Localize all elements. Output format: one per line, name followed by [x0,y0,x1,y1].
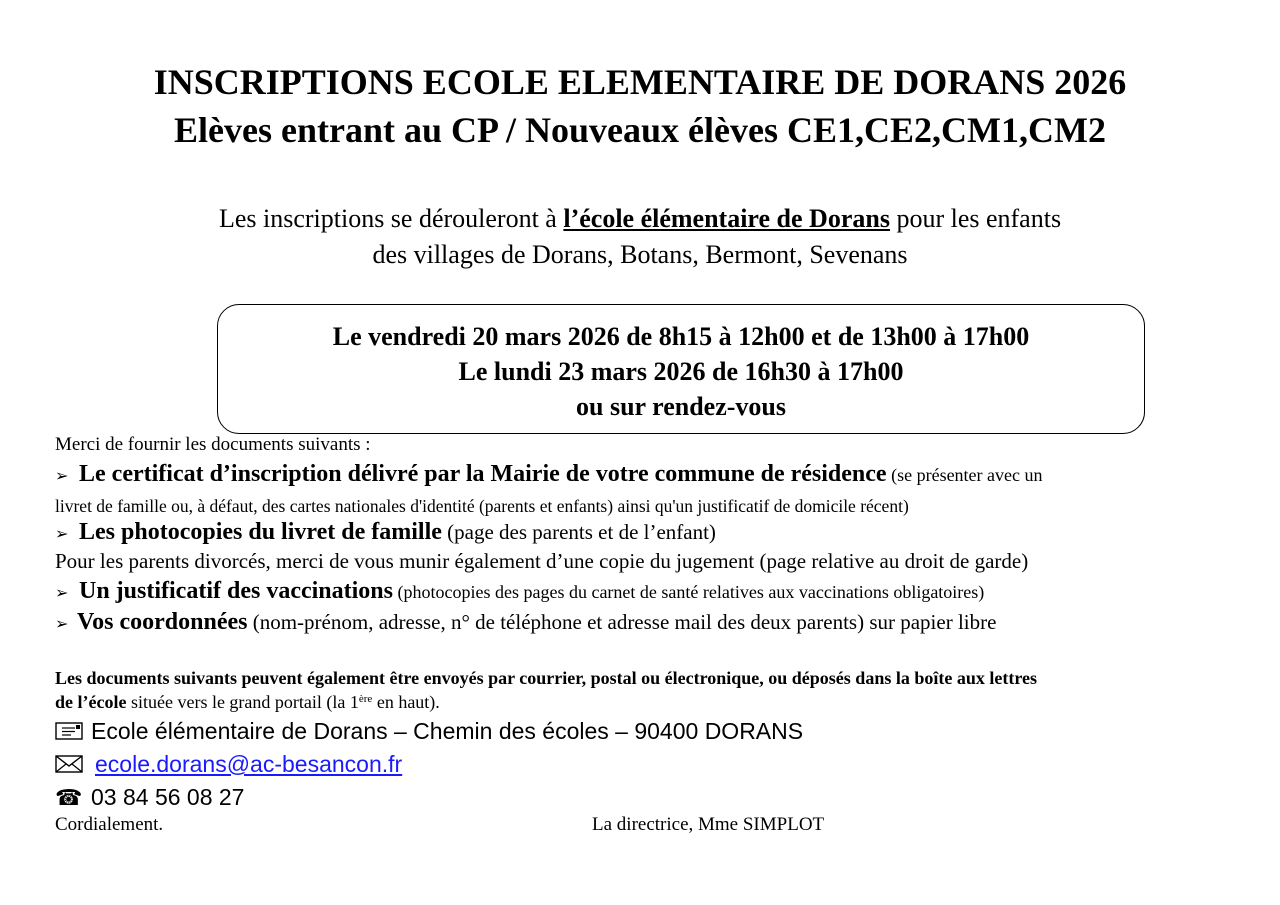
notice-end: en haut). [372,692,440,712]
notice-line-2 [55,692,440,713]
document-item-certificate-title: Le certificat d’inscription délivré par la Mairie de votre commune de résidence [79,461,887,487]
signature: La directrice, Mme SIMPLOT [592,814,825,835]
intro-line-2: des villages de Dorans, Botans, Bermont, Sevenans [372,240,908,269]
document-item-contact-details-note: (nom-prénom, adresse, n° de téléphone et adresse mail des deux parents) sur papier libre [247,610,997,634]
documents-intro: Merci de fournir les documents suivants : [55,434,371,455]
intro-text-before: Les inscriptions se dérouleront à [218,204,564,233]
page-title: INSCRIPTIONS ECOLE ELEMENTAIRE DE DORANS 2026 [153,62,1127,102]
intro-text-after: pour les enfants [889,204,1062,233]
document-item-certificate-note-continued: livret de famille ou, à défaut, des cartes nationales d'identité (parents et enfants) ainsi qu'un justificatif de domicile récent) [55,496,909,516]
notice-school-bold: de l’école [55,692,127,712]
date-line-friday: Le vendredi 20 mars 2026 de 8h15 à 12h00 et de 13h00 à 17h00 [332,322,1030,351]
contact-email [55,751,402,778]
document-item-certificate [55,463,1043,488]
notice-location: située vers le grand portail (la 1 [126,692,359,712]
document-item-vaccinations [55,580,984,605]
bullet-arrow-icon: ➢ [55,616,69,633]
page-subtitle: Elèves entrant au CP / Nouveaux élèves CE1,CE2,CM1,CM2 [174,110,1106,150]
bullet-arrow-icon: ➢ [55,585,69,602]
date-line-appointment: ou sur rendez-vous [576,392,786,421]
envelope-icon [55,753,85,773]
date-line-monday: Le lundi 23 mars 2026 de 16h30 à 17h00 [458,357,904,386]
document-item-vaccinations-title: Un justificatif des vaccinations [79,578,393,604]
notice-superscript: ère [358,693,373,705]
bullet-arrow-icon: ➢ [55,526,69,543]
document-item-vaccinations-note: (photocopies des pages du carnet de santé relatives aux vaccinations obligatoires) [393,582,985,602]
email-link[interactable]: ecole.dorans@ac-besancon.fr [95,751,403,777]
document-item-certificate-note: (se présenter avec un [886,465,1043,485]
address-text: Ecole élémentaire de Dorans – Chemin des écoles – 90400 DORANS [91,718,804,744]
document-item-family-book [55,521,716,546]
document-item-contact-details [55,611,996,636]
bullet-arrow-icon: ➢ [55,468,69,485]
intro-line-1 [0,203,1280,234]
divorce-note: Pour les parents divorcés, merci de vous munir également d’une copie du jugement (page relative au droit de garde) [55,549,1029,573]
telephone-icon: ☎ [55,786,83,811]
phone-number: 03 84 56 08 27 [91,784,245,810]
document-item-family-book-title: Les photocopies du livret de famille [79,519,442,545]
document-item-contact-details-title: Vos coordonnées [77,609,248,635]
school-name-emphasis: l’école élémentaire de Dorans [563,204,890,233]
mailbox-icon [55,720,85,740]
notice-line-1: Les documents suivants peuvent également être envoyés par courrier, postal ou électronique, ou déposés dans la boîte aux lettres [55,668,1037,688]
contact-phone [55,784,244,811]
closing-greeting: Cordialement. [55,814,164,835]
document-item-family-book-note: (page des parents et de l’enfant) [441,520,716,544]
contact-address [55,718,803,745]
